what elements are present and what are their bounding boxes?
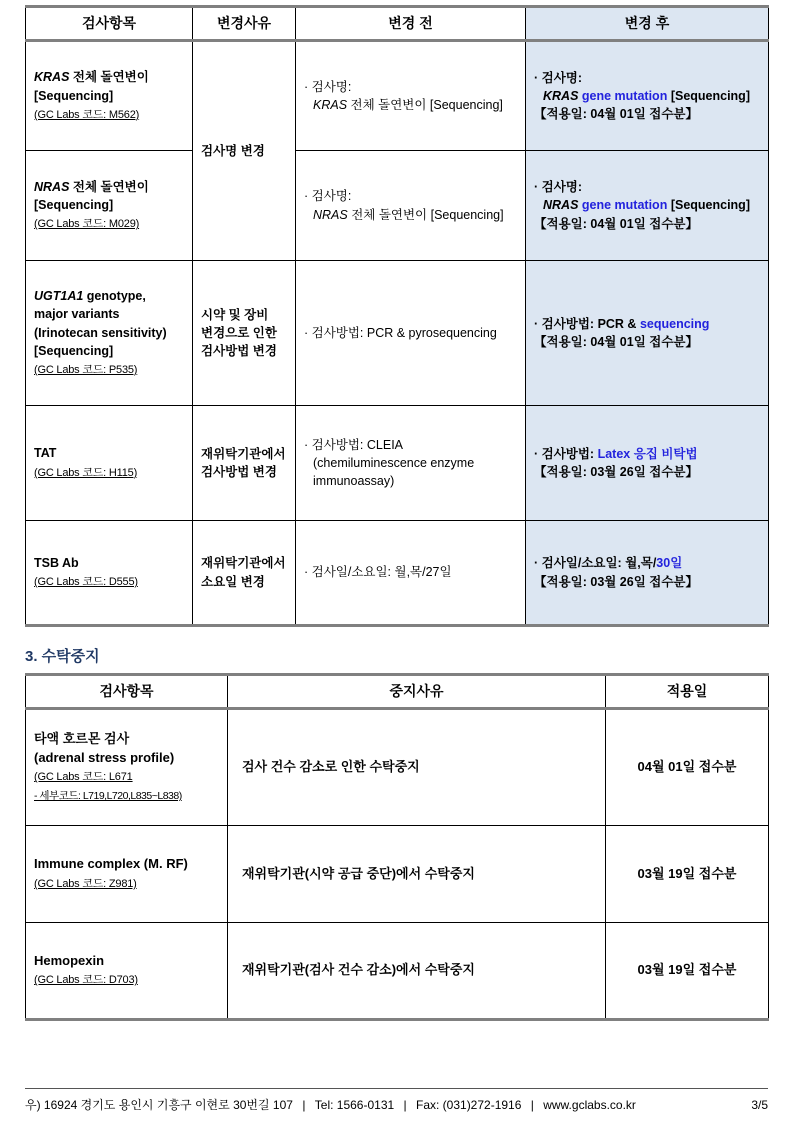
reason-line1: 재위탁기관에서 xyxy=(201,556,286,571)
reason-line2: 검사방법 변경 xyxy=(201,465,277,479)
item-line2: [Sequencing] xyxy=(34,198,114,213)
reason-line2: 소요일 변경 xyxy=(201,574,265,589)
after-apply-date: 【적용일: 03월 26일 접수분】 xyxy=(534,574,698,589)
change-after-nras xyxy=(526,151,769,261)
item-line2: [Sequencing] xyxy=(34,88,114,103)
change-after-ugt1a1 xyxy=(526,261,769,406)
after-apply-date: 【적용일: 03월 26일 접수분】 xyxy=(534,465,698,479)
item-rest: 전체 돌연변이 xyxy=(69,70,149,85)
table-row xyxy=(26,923,769,1020)
after-accent: gene mutation xyxy=(581,88,668,103)
table-row xyxy=(26,151,769,261)
change-reason-name: 검사명 변경 xyxy=(193,41,296,261)
before-rest: 전체 돌연변이 [Sequencing] xyxy=(347,207,504,222)
change-after-tat xyxy=(526,406,769,521)
table-row xyxy=(26,521,769,626)
change-after-tsbab xyxy=(526,521,769,626)
after-method-accent: Latex 응집 비탁법 xyxy=(597,446,698,461)
before-line3: immunoassay) xyxy=(313,474,395,489)
stop-item-immune-complex xyxy=(26,826,228,923)
before-line2: (chemiluminescence enzyme xyxy=(313,455,475,470)
item-line1: TSB Ab xyxy=(34,555,79,570)
page-footer xyxy=(25,1088,768,1113)
item-line1: Hemopexin xyxy=(34,952,105,968)
after-accent: gene mutation xyxy=(581,198,668,213)
change-reason-method xyxy=(193,261,296,406)
before-line1: · 검사방법: CLEIA xyxy=(304,437,404,452)
footer-website-link[interactable]: www.gclabs.co.kr xyxy=(543,1098,636,1112)
table-row xyxy=(26,406,769,521)
item-line1: TAT xyxy=(34,446,57,461)
stop-table-header-row xyxy=(26,675,769,709)
gc-labs-code: (GC Labs 코드: L671 xyxy=(34,771,133,784)
before-label: · 검사명: xyxy=(304,79,352,94)
document-page xyxy=(0,5,793,1127)
gene-name: KRAS xyxy=(543,88,579,103)
change-reason-tsbab xyxy=(193,521,296,626)
change-header-reason: 변경사유 xyxy=(193,7,296,41)
table-row xyxy=(26,261,769,406)
item-line2: (adrenal stress profile) xyxy=(34,749,175,765)
change-item-kras xyxy=(26,41,193,151)
change-table xyxy=(25,5,769,627)
gene-name: KRAS xyxy=(313,98,348,112)
footer-page-number: 3/5 xyxy=(751,1098,768,1112)
stop-reason-saliva-hormone: 검사 건수 감소로 인한 수탁중지 xyxy=(228,709,606,826)
footer-tel: Tel: 1566-0131 xyxy=(314,1098,395,1112)
gene-name: NRAS xyxy=(34,179,70,194)
table-row xyxy=(26,709,769,826)
stop-header-item: 검사항목 xyxy=(26,675,228,709)
stop-table xyxy=(25,673,769,1021)
before-rest: 전체 돌연변이 [Sequencing] xyxy=(347,98,503,112)
gc-labs-code: (GC Labs 코드: M562) xyxy=(34,108,140,121)
footer-contact-line xyxy=(25,1096,636,1113)
gc-labs-code: (GC Labs 코드: D703) xyxy=(34,974,138,987)
after-method-label: · 검사방법: PCR & xyxy=(534,316,640,331)
change-before-kras xyxy=(296,41,526,151)
change-before-nras xyxy=(296,151,526,261)
after-method-label: · 검사방법: xyxy=(534,446,598,461)
after-apply-date: 【적용일: 04월 01일 접수분】 xyxy=(534,335,698,349)
stop-header-date: 적용일 xyxy=(606,675,769,709)
before-label: · 검사명: xyxy=(304,189,352,204)
after-apply-date: 【적용일: 04월 01일 접수분】 xyxy=(534,107,698,122)
gene-name: NRAS xyxy=(543,198,579,213)
after-rest: [Sequencing] xyxy=(670,88,750,103)
stop-header-reason: 중지사유 xyxy=(228,675,606,709)
gene-name: KRAS xyxy=(34,70,70,85)
gc-labs-code: (GC Labs 코드: M029) xyxy=(34,218,140,231)
item-line4: [Sequencing] xyxy=(34,343,114,358)
stop-reason-immune-complex: 재위탁기관(시약 공급 중단)에서 수탁중지 xyxy=(228,826,606,923)
table-row xyxy=(26,826,769,923)
after-label: · 검사명: xyxy=(534,70,583,85)
change-before-tat xyxy=(296,406,526,521)
item-rest: 전체 돌연변이 xyxy=(69,179,149,194)
footer-separator: | xyxy=(403,1098,407,1112)
change-item-tsbab xyxy=(26,521,193,626)
after-method-accent: sequencing xyxy=(639,316,710,331)
change-table-header-row xyxy=(26,7,769,41)
item-line2: major variants xyxy=(34,307,120,322)
footer-fax: Fax: (031)272-1916 xyxy=(416,1098,522,1112)
reason-line1: 재위탁기관에서 xyxy=(201,446,286,461)
change-before-ugt1a1: · 검사방법: PCR & pyrosequencing xyxy=(296,261,526,406)
item-line1: 타액 호르몬 검사 xyxy=(34,730,130,746)
stop-item-saliva-hormone xyxy=(26,709,228,826)
gene-name: UGT1A1 xyxy=(34,289,84,304)
stop-date-saliva-hormone: 04월 01일 접수분 xyxy=(606,709,769,826)
change-item-nras xyxy=(26,151,193,261)
change-item-ugt1a1 xyxy=(26,261,193,406)
item-rest: genotype, xyxy=(83,289,146,304)
stop-date-hemopexin: 03월 19일 접수분 xyxy=(606,923,769,1020)
item-line1: Immune complex (M. RF) xyxy=(34,856,188,872)
gc-labs-code: (GC Labs 코드: D555) xyxy=(34,576,138,589)
reason-line1: 시약 및 장비 xyxy=(201,307,269,322)
reason-line2: 변경으로 인한 xyxy=(201,325,277,340)
change-header-item: 검사항목 xyxy=(26,7,193,41)
stop-item-hemopexin xyxy=(26,923,228,1020)
change-header-after: 변경 후 xyxy=(526,7,769,41)
change-reason-tat xyxy=(193,406,296,521)
after-method-accent: 30일 xyxy=(656,556,683,571)
change-before-tsbab: · 검사일/소요일: 월,목/27일 xyxy=(296,521,526,626)
footer-separator: | xyxy=(530,1098,534,1112)
gc-labs-code: (GC Labs 코드: Z981) xyxy=(34,877,137,890)
reason-line3: 검사방법 변경 xyxy=(201,344,277,359)
item-line3: (Irinotecan sensitivity) xyxy=(34,325,167,340)
table-row xyxy=(26,41,769,151)
gc-labs-subcode: - 세부코드: L719,L720,L835~L838) xyxy=(34,790,182,803)
section-title-stop: 3. 수탁중지 xyxy=(25,648,100,665)
after-apply-date: 【적용일: 04월 01일 접수분】 xyxy=(534,216,698,231)
stop-reason-hemopexin: 재위탁기관(검사 건수 감소)에서 수탁중지 xyxy=(228,923,606,1020)
after-label: · 검사명: xyxy=(534,180,583,195)
change-item-tat xyxy=(26,406,193,521)
gene-name: NRAS xyxy=(313,207,348,222)
footer-separator: | xyxy=(302,1098,306,1112)
footer-address: 우) 16924 경기도 용인시 기흥구 이현로 30번길 107 xyxy=(25,1098,293,1112)
gc-labs-code: (GC Labs 코드: P535) xyxy=(34,363,138,376)
change-header-before: 변경 전 xyxy=(296,7,526,41)
after-method-label: · 검사일/소요일: 월,목/ xyxy=(534,556,657,571)
change-after-kras xyxy=(526,41,769,151)
after-rest: [Sequencing] xyxy=(670,198,750,213)
stop-date-immune-complex: 03월 19일 접수분 xyxy=(606,826,769,923)
gc-labs-code: (GC Labs 코드: H115) xyxy=(34,466,138,479)
